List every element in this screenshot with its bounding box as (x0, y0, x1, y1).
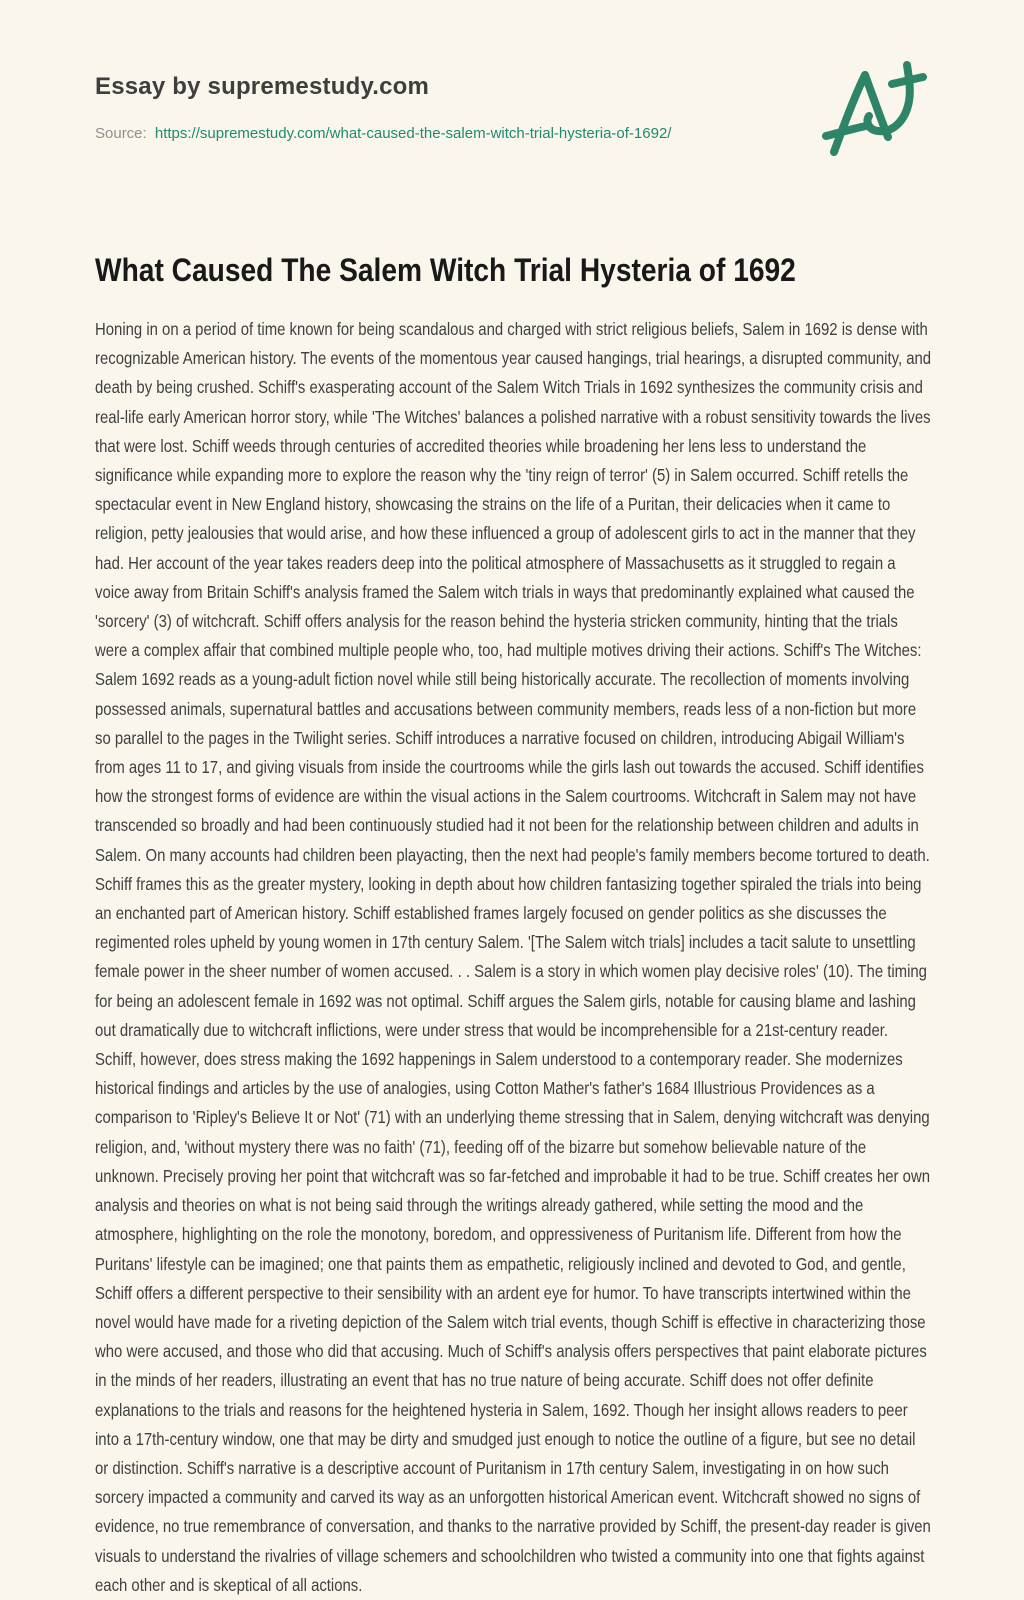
site-title: Essay by supremestudy.com (95, 73, 430, 100)
essay-content (95, 252, 932, 1600)
essay-title: What Caused The Salem Witch Trial Hysteria of 1692 (95, 252, 796, 288)
a-plus-logo-icon (822, 60, 928, 166)
essay-body-text: Honing in on a period of time known for being scandalous and charged with strict religious beliefs, Salem in 1692 is dense with recognizable American history. The events of the momentous year caused hangings, trial hearings, a disrupted community, and death by being crushed. Schiff's exasperating account of the Salem Witch Trials in 1692 synthesizes the community crisis and real-life early American horror story, while 'The Witches' balances a polished narrative with a robust sensitivity towards the lives that were lost. Schiff weeds through centuries of accredited theories while broadening her lens less to understand the significance while expanding more to explore the reason why the 'tiny reign of terror' (5) in Salem occurred. Schiff retells the spectacular event in New England history, showcasing the strains on the life of a Puritan, their delicacies when it came to religion, petty jealousies that would arise, and how these influenced a group of adolescent girls to act in the manner that they had. Her account of the year takes readers deep into the political atmosphere of Massachusetts as it struggled to regain a voice away from Britain Schiff's analysis framed the Salem witch trials in ways that predominantly explained what caused the 'sorcery' (3) of witchcraft. Schiff offers analysis for the reason behind the hysteria stricken community, hinting that the trials were a complex affair that combined multiple people who, too, had multiple motives driving their actions. Schiff's The Witches: Salem 1692 reads as a young-adult fiction novel while still being historically accurate. The recollection of moments involving possessed animals, supernatural battles and accusations between community members, reads less of a non-fiction but more so parallel to the pages in the Twilight series. Schiff introduces a narrative focused on children, introducing Abigail William's from ages 11 to 17, and giving visuals from inside the courtrooms while the girls lash out towards the accused. Schiff identifies how the strongest forms of evidence are within the visual actions in the Salem courtrooms. Witchcraft in Salem may not have transcended so broadly and had been continuously studied had it not been for the relationship between children and adults in Salem. On many accounts had children been playacting, then the next had people's family members become tortured to death. Schiff frames this as the greater mystery, looking in depth about how children fantasizing together spiraled the trials into being an enchanted part of American history. Schiff established frames largely focused on gender politics as she discusses the regimented roles upheld by young women in 17th century Salem. '[The Salem witch trials] includes a tacit salute to unsettling female power in the sheer number of women accused. . . Salem is a story in which women play decisive roles' (10). The timing for being an adolescent female in 1692 was not optimal. Schiff argues the Salem girls, notable for causing blame and lashing out dramatically due to witchcraft inflictions, were under stress that would be incomprehensible for a 21st-century reader. Schiff, however, does stress making the 1692 happenings in Salem understood to a contemporary reader. She modernizes historical findings and articles by the use of analogies, using Cotton Mather's father's 1684 Illustrious Providences as a comparison to 'Ripley's Believe It or Not' (71) with an underlying theme stressing that in Salem, denying witchcraft was denying religion, and, 'without mystery there was no faith' (71), feeding off of the bizarre but somehow believable nature of the unknown. Precisely proving her point that witchcraft was so far-fetched and improbable it had to be true. Schiff creates her own analysis and theories on what is not being said through the writings already gathered, while setting the mood and the atmosphere, highlighting on the role the monotony, boredom, and oppressiveness of Puritanism life. Different from how the Puritans' lifestyle can be imagined; one that paints them as empathetic, religiously inclined and devoted to God, and gentle, Schiff offers a different perspective to their sensibility with an ardent eye for humor. To have transcripts intertwined within the novel would have made for a riveting depiction of the Salem witch trial events, though Schiff is effective in characterizing those who were accused, and those who did that accusing. Much of Schiff's analysis offers perspectives that paint elaborate pictures in the minds of her readers, illustrating an event that has no true nature of being accurate. Schiff does not offer definite explanations to the trials and reasons for the heightened hysteria in Salem, 1692. Though her insight allows readers to peer into a 17th-century window, one that may be dirty and smudged just enough to notice the outline of a figure, but see no detail or distinction. Schiff's narrative is a descriptive account of Puritanism in 17th century Salem, investigating in on how such sorcery impacted a community and carved its way as an unforgotten historical American event. Witchcraft showed no signs of evidence, no true remembrance of conversation, and thanks to the narrative provided by Schiff, the present-day reader is given visuals to understand the rivalries of village schemers and schoolchildren who twisted a community into one that fights against each other and is skeptical of all actions. (95, 319, 932, 1595)
source-line (95, 125, 932, 142)
page-header (95, 73, 932, 142)
source-label: Source: (95, 125, 147, 142)
source-link[interactable]: https://supremestudy.com/what-caused-the-salem-witch-trial-hysteria-of-1692/ (154, 125, 672, 142)
